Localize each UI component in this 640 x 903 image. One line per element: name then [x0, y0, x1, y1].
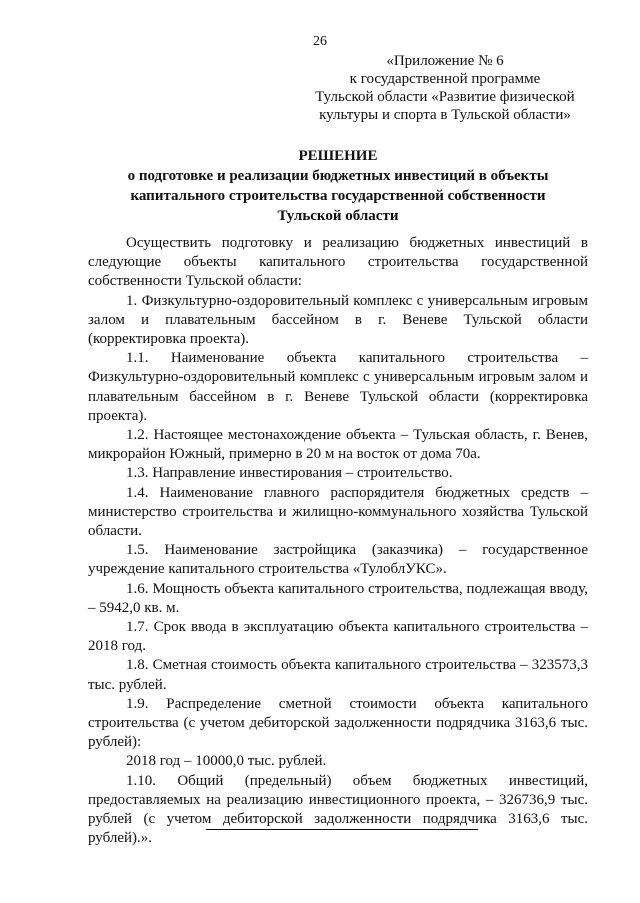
item-1-9: 1.9. Распределение сметной стоимости объекта капитального строительства (с учетом дебиторской задолженности подрядчика 3163,6 тыс. рублей):	[88, 695, 588, 751]
title-line: капитального строительства государственной собственности	[130, 188, 546, 204]
item-1-6: 1.6. Мощность объекта капитального строительства, подлежащая вводу, – 5942,0 кв. м.	[88, 580, 588, 616]
document-title	[88, 146, 588, 226]
item-1-5: 1.5. Наименование застройщика (заказчика) – государственное учреждение капитального строительства «ТулоблУКС».	[88, 542, 588, 578]
item-1-9-year: 2018 год – 10000,0 тыс. рублей.	[126, 753, 327, 770]
title-heading: РЕШЕНИЕ	[298, 148, 378, 164]
item-1-3: 1.3. Направление инвестирования – строительство.	[126, 465, 453, 482]
item-1-7: 1.7. Срок ввода в эксплуатацию объекта капитального строительства – 2018 год.	[88, 619, 588, 655]
intro-paragraph: Осуществить подготовку и реализацию бюджетных инвестиций в следующие объекты капитального строительства государственной собственности Тульской области:	[88, 235, 588, 290]
appendix-line: культуры и спорта в Тульской области»	[319, 107, 571, 123]
item-1-1: 1.1. Наименование объекта капитального строительства – Физкультурно-оздоровительный комплекс с универсальным игровым залом и плавательным бассейном в г. Веневе Тульской области (корректировка проекта).	[88, 350, 588, 424]
appendix-line: Тульской области «Развитие физической	[315, 89, 575, 105]
document-body	[88, 234, 588, 849]
item-1-8: 1.8. Сметная стоимость объекта капитального строительства – 323573,3 тыс. рублей.	[88, 657, 588, 693]
item-1-4: 1.4. Наименование главного распорядителя бюджетных средств – министерство строительства и жилищно-коммунального хозяйства Тульской области.	[88, 484, 588, 540]
item-1-10: 1.10. Общий (предельный) объем бюджетных инвестиций, предоставляемых на реализацию инвестиционного проекта, – 326736,9 тыс. рублей (с учетом дебиторской задолженности подрядчика 3163,6 тыс. рублей).».	[88, 772, 588, 847]
item-1-2: 1.2. Настоящее местонахождение объекта – Тульская область, г. Венев, микрорайон Южный, примерно в 20 м на восток от дома 70а.	[88, 427, 588, 463]
title-line: Тульской области	[277, 208, 399, 224]
appendix-header	[300, 52, 590, 124]
appendix-line: к государственной программе	[349, 71, 541, 87]
page-number: 26	[313, 34, 327, 49]
closing-divider	[206, 829, 478, 830]
title-line: о подготовке и реализации бюджетных инвестиций в объекты	[127, 168, 549, 184]
item-1: 1. Физкультурно-оздоровительный комплекс с универсальным игровым залом и плавательным бассейном в г. Веневе Тульской области (корректировка проекта).	[88, 292, 588, 348]
appendix-line: «Приложение № 6	[386, 53, 504, 69]
